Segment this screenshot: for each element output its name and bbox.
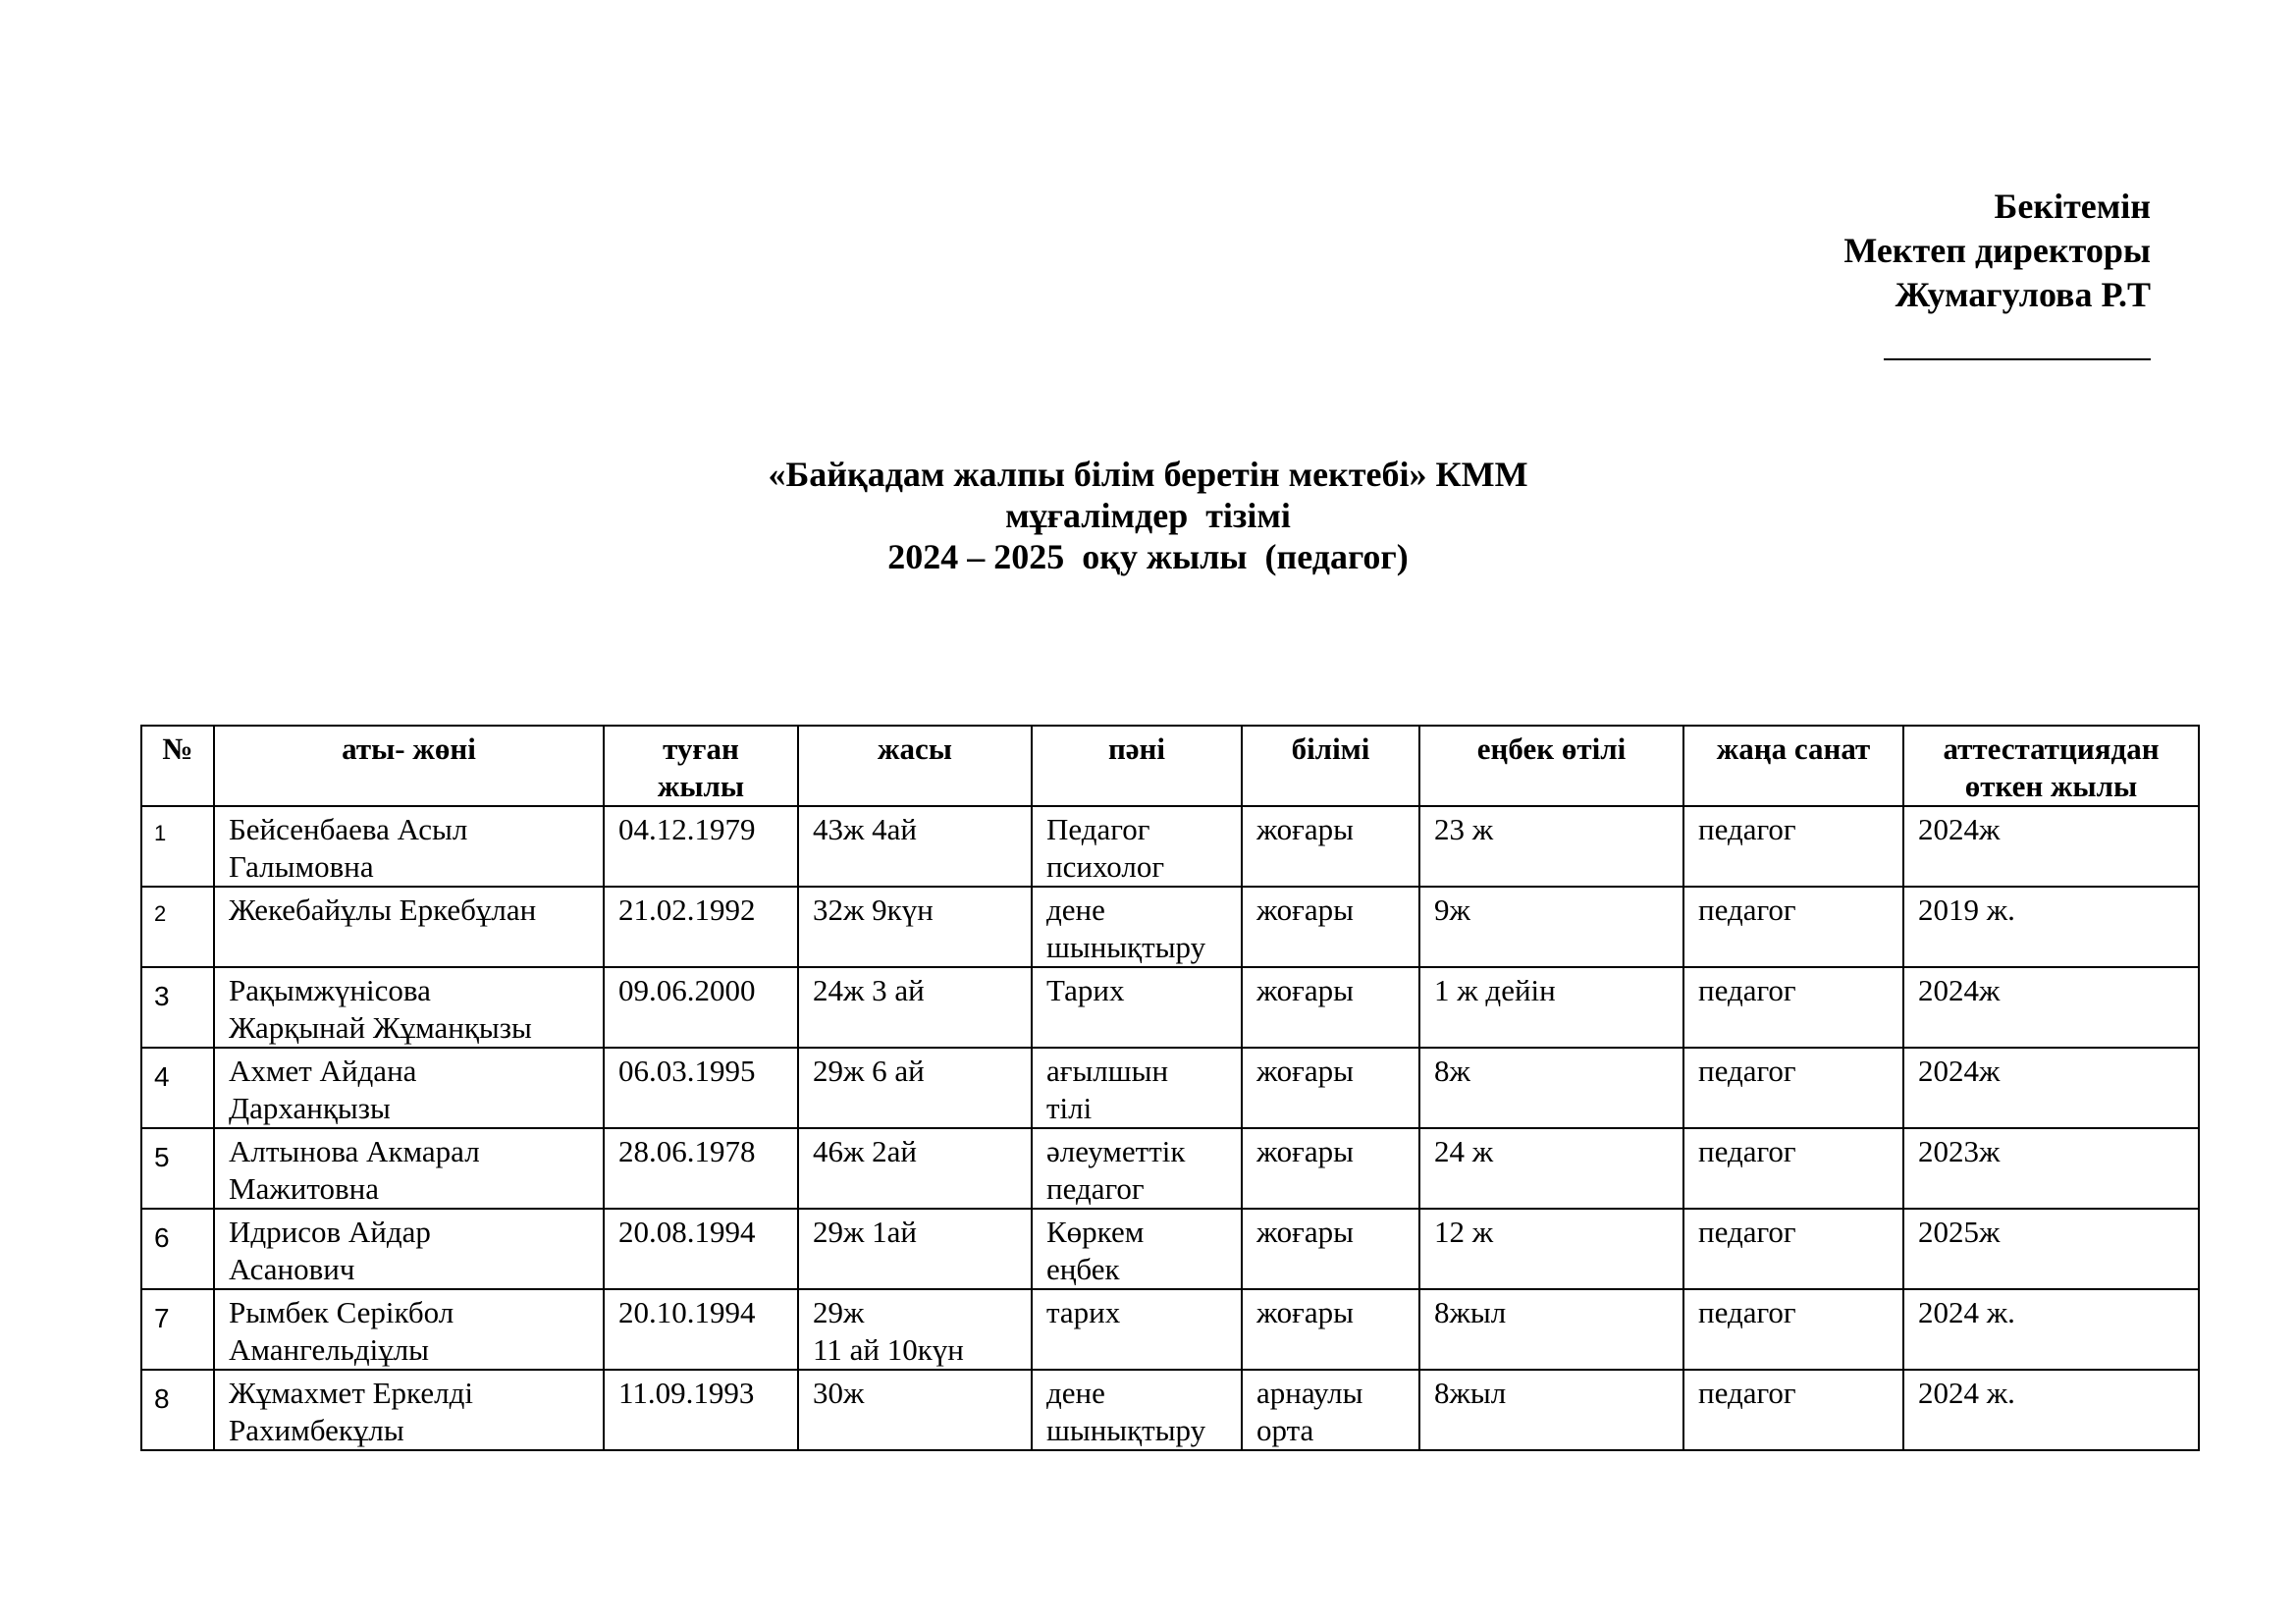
cell-birth: 11.09.1993 xyxy=(604,1370,798,1450)
cell-name: Алтынова Акмарал Мажитовна xyxy=(214,1128,604,1209)
cell-birth: 09.06.2000 xyxy=(604,967,798,1048)
cell-education: жоғары xyxy=(1242,806,1419,887)
approval-director-name: Жумагулова Р.Т xyxy=(1895,275,2151,314)
cell-age: 30ж xyxy=(798,1370,1032,1450)
approval-block xyxy=(1843,185,2151,360)
table-header-row xyxy=(141,726,2199,806)
header-name: аты- жөні xyxy=(214,726,604,806)
cell-num: 7 xyxy=(141,1289,214,1370)
cell-age: 24ж 3 ай xyxy=(798,967,1032,1048)
table-row xyxy=(141,967,2199,1048)
cell-attestation: 2024ж xyxy=(1903,967,2199,1048)
cell-num: 1 xyxy=(141,806,214,887)
teachers-table-body xyxy=(141,806,2199,1450)
table-row xyxy=(141,1048,2199,1128)
approval-position: Мектеп директоры xyxy=(1843,231,2151,270)
approval-title: Бекітемін xyxy=(1994,187,2151,226)
cell-age: 29ж 6 ай xyxy=(798,1048,1032,1128)
cell-birth: 06.03.1995 xyxy=(604,1048,798,1128)
cell-attestation: 2019 ж. xyxy=(1903,887,2199,967)
cell-subject: әлеуметтік педагог xyxy=(1032,1128,1242,1209)
document-title xyxy=(0,454,2296,577)
cell-num: 8 xyxy=(141,1370,214,1450)
cell-category: педагог xyxy=(1683,1209,1903,1289)
header-num: № xyxy=(141,726,214,806)
cell-education: жоғары xyxy=(1242,967,1419,1048)
cell-subject: тарих xyxy=(1032,1289,1242,1370)
table-row xyxy=(141,1370,2199,1450)
cell-subject: Педагог психолог xyxy=(1032,806,1242,887)
signature-line xyxy=(1884,317,2151,360)
cell-attestation: 2024ж xyxy=(1903,806,2199,887)
header-experience: еңбек өтілі xyxy=(1419,726,1683,806)
cell-experience: 23 ж xyxy=(1419,806,1683,887)
table-row xyxy=(141,806,2199,887)
cell-num: 2 xyxy=(141,887,214,967)
teachers-table xyxy=(140,725,2200,1451)
cell-experience: 24 ж xyxy=(1419,1128,1683,1209)
cell-subject: дене шынықтыру xyxy=(1032,1370,1242,1450)
cell-subject: ағылшын тілі xyxy=(1032,1048,1242,1128)
cell-attestation: 2025ж xyxy=(1903,1209,2199,1289)
title-school: «Байқадам жалпы білім беретін мектебі» КММ xyxy=(768,455,1528,494)
header-education: білімі xyxy=(1242,726,1419,806)
cell-experience: 9ж xyxy=(1419,887,1683,967)
cell-attestation: 2024 ж. xyxy=(1903,1289,2199,1370)
cell-attestation: 2024ж xyxy=(1903,1048,2199,1128)
cell-experience: 8жыл xyxy=(1419,1289,1683,1370)
cell-experience: 1 ж дейін xyxy=(1419,967,1683,1048)
cell-category: педагог xyxy=(1683,1048,1903,1128)
cell-category: педагог xyxy=(1683,1289,1903,1370)
cell-name: Жекебайұлы Еркебұлан xyxy=(214,887,604,967)
header-birth: туған жылы xyxy=(604,726,798,806)
header-attestation: аттестатциядан өткен жылы xyxy=(1903,726,2199,806)
cell-num: 3 xyxy=(141,967,214,1048)
cell-education: жоғары xyxy=(1242,1128,1419,1209)
title-list: мұғалімдер тізімі xyxy=(1005,496,1291,535)
table-row xyxy=(141,1128,2199,1209)
cell-category: педагог xyxy=(1683,1370,1903,1450)
cell-education: жоғары xyxy=(1242,1289,1419,1370)
cell-birth: 21.02.1992 xyxy=(604,887,798,967)
cell-category: педагог xyxy=(1683,967,1903,1048)
cell-birth: 20.10.1994 xyxy=(604,1289,798,1370)
cell-age: 29ж 11 ай 10күн xyxy=(798,1289,1032,1370)
header-subject: пәні xyxy=(1032,726,1242,806)
cell-category: педагог xyxy=(1683,806,1903,887)
cell-subject: дене шынықтыру xyxy=(1032,887,1242,967)
header-age: жасы xyxy=(798,726,1032,806)
cell-birth: 04.12.1979 xyxy=(604,806,798,887)
cell-name: Бейсенбаева Асыл Галымовна xyxy=(214,806,604,887)
cell-birth: 20.08.1994 xyxy=(604,1209,798,1289)
cell-name: Ахмет Айдана Дарханқызы xyxy=(214,1048,604,1128)
table-row xyxy=(141,1209,2199,1289)
header-category: жаңа санат xyxy=(1683,726,1903,806)
cell-attestation: 2024 ж. xyxy=(1903,1370,2199,1450)
title-year: 2024 – 2025 оқу жылы (педагог) xyxy=(887,537,1409,576)
cell-age: 43ж 4ай xyxy=(798,806,1032,887)
cell-num: 5 xyxy=(141,1128,214,1209)
table-row xyxy=(141,887,2199,967)
cell-category: педагог xyxy=(1683,1128,1903,1209)
cell-num: 6 xyxy=(141,1209,214,1289)
cell-education: жоғары xyxy=(1242,1048,1419,1128)
cell-age: 29ж 1ай xyxy=(798,1209,1032,1289)
cell-education: жоғары xyxy=(1242,887,1419,967)
cell-subject: Көркем еңбек xyxy=(1032,1209,1242,1289)
cell-category: педагог xyxy=(1683,887,1903,967)
cell-name: Рымбек Серікбол Амангельдіұлы xyxy=(214,1289,604,1370)
cell-name: Рақымжүнісова Жарқынай Жұманқызы xyxy=(214,967,604,1048)
cell-experience: 8жыл xyxy=(1419,1370,1683,1450)
cell-subject: Тарих xyxy=(1032,967,1242,1048)
cell-num: 4 xyxy=(141,1048,214,1128)
cell-attestation: 2023ж xyxy=(1903,1128,2199,1209)
cell-age: 32ж 9күн xyxy=(798,887,1032,967)
cell-age: 46ж 2ай xyxy=(798,1128,1032,1209)
cell-education: арнаулы орта xyxy=(1242,1370,1419,1450)
cell-name: Идрисов Айдар Асанович xyxy=(214,1209,604,1289)
table-row xyxy=(141,1289,2199,1370)
cell-birth: 28.06.1978 xyxy=(604,1128,798,1209)
cell-experience: 8ж xyxy=(1419,1048,1683,1128)
cell-experience: 12 ж xyxy=(1419,1209,1683,1289)
cell-education: жоғары xyxy=(1242,1209,1419,1289)
cell-name: Жұмахмет Еркелді Рахимбекұлы xyxy=(214,1370,604,1450)
